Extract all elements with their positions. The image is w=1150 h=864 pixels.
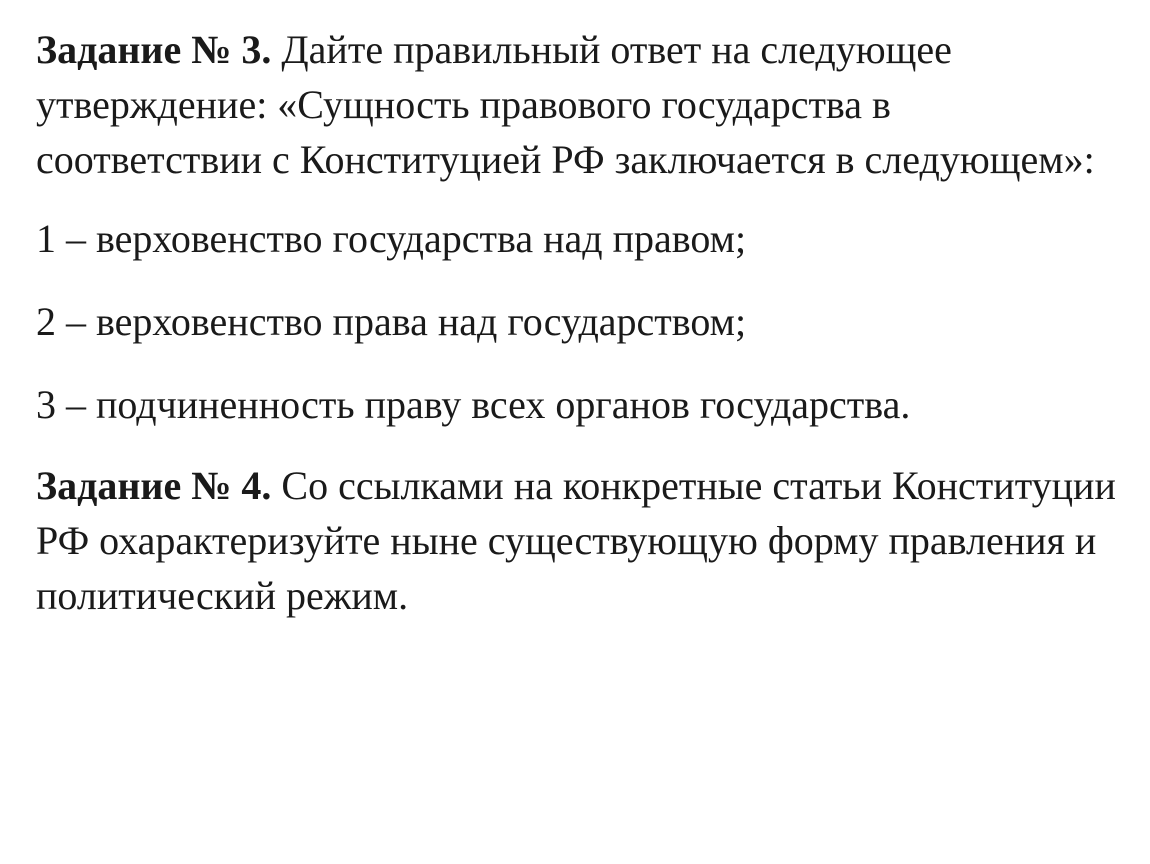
- task-3-label: Задание № 3.: [36, 27, 272, 72]
- task-4-paragraph: [36, 458, 1116, 623]
- slide-content: [36, 22, 1116, 623]
- task-4-text: Со ссылками на конкретные статьи Конституции РФ охарактеризуйте ныне существующую форму правления и политический режим.: [36, 463, 1116, 618]
- task-4-label: Задание № 4.: [36, 463, 272, 508]
- answer-option-3: 3 – подчиненность праву всех органов государства.: [36, 382, 911, 427]
- answer-option-2: 2 – верховенство права над государством;: [36, 299, 747, 344]
- task-3-text: Дайте правильный ответ на следующее утверждение: «Сущность правового государства в соответствии с Конституцией РФ заключается в следующем»:: [36, 27, 1095, 182]
- answer-option-1: 1 – верховенство государства над правом;: [36, 216, 747, 261]
- task-3-paragraph: [36, 22, 1116, 187]
